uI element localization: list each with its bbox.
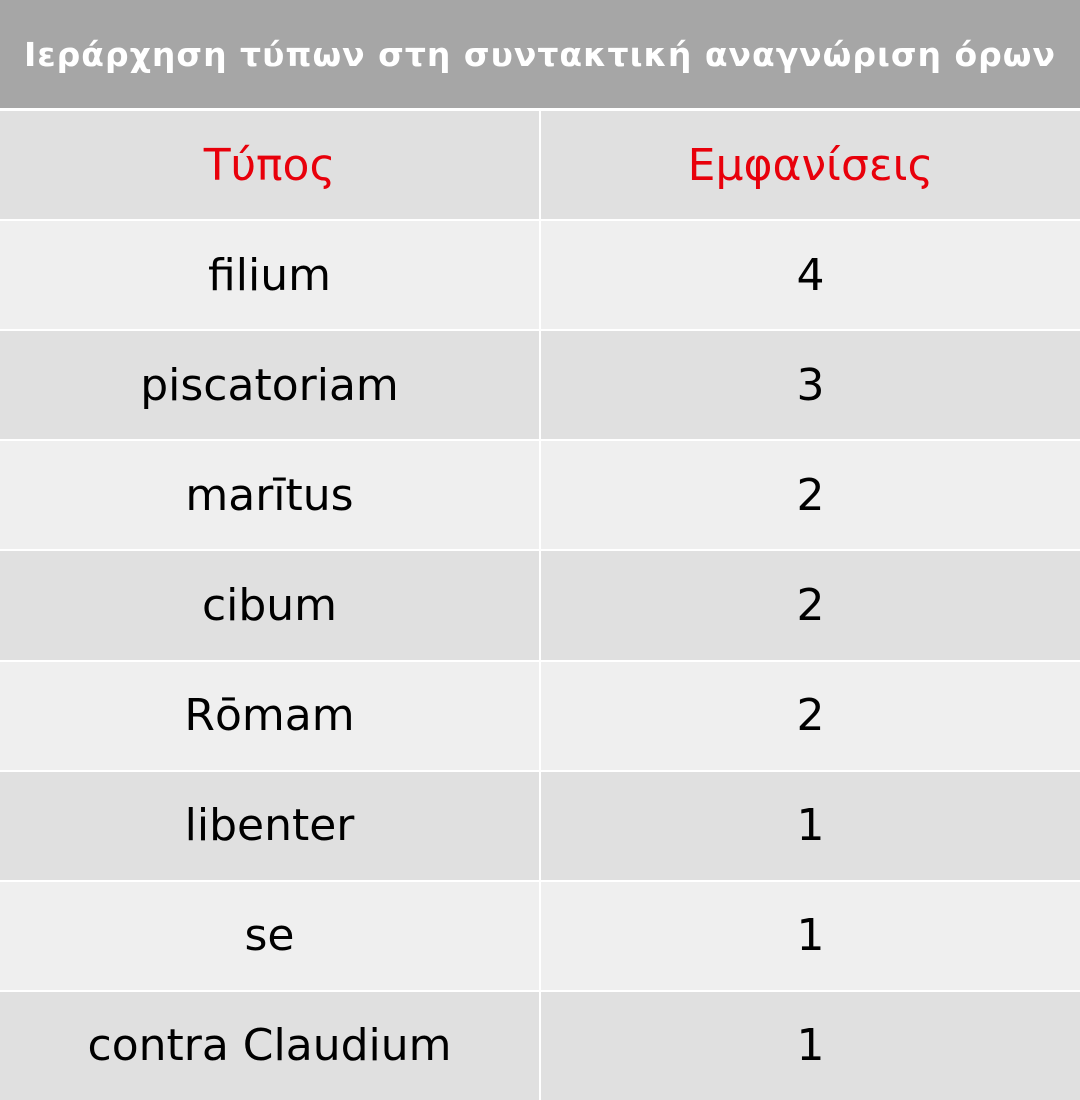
cell-type: libenter [0, 771, 540, 881]
cell-type: marītus [0, 440, 540, 550]
title-row [0, 0, 1080, 110]
column-header-occurrences: Εμφανίσεις [540, 110, 1080, 221]
cell-type: filium [0, 220, 540, 330]
cell-type: piscatoriam [0, 330, 540, 440]
cell-occurrences: 2 [540, 550, 1080, 660]
cell-occurrences: 3 [540, 330, 1080, 440]
table-row [0, 661, 1080, 771]
cell-type: Rōmam [0, 661, 540, 771]
header-row [0, 110, 1080, 221]
cell-occurrences: 2 [540, 440, 1080, 550]
cell-occurrences: 1 [540, 991, 1080, 1100]
table-row [0, 440, 1080, 550]
cell-occurrences: 2 [540, 661, 1080, 771]
cell-occurrences: 1 [540, 881, 1080, 991]
table-row [0, 771, 1080, 881]
column-header-type: Τύπος [0, 110, 540, 221]
cell-type: contra Claudium [0, 991, 540, 1100]
table-row [0, 330, 1080, 440]
table-row [0, 991, 1080, 1100]
table-row [0, 550, 1080, 660]
cell-occurrences: 4 [540, 220, 1080, 330]
cell-occurrences: 1 [540, 771, 1080, 881]
table-row [0, 881, 1080, 991]
cell-type: cibum [0, 550, 540, 660]
cell-type: se [0, 881, 540, 991]
table-row [0, 220, 1080, 330]
table-title: Ιεράρχηση τύπων στη συντακτική αναγνώριση όρων [0, 0, 1080, 110]
